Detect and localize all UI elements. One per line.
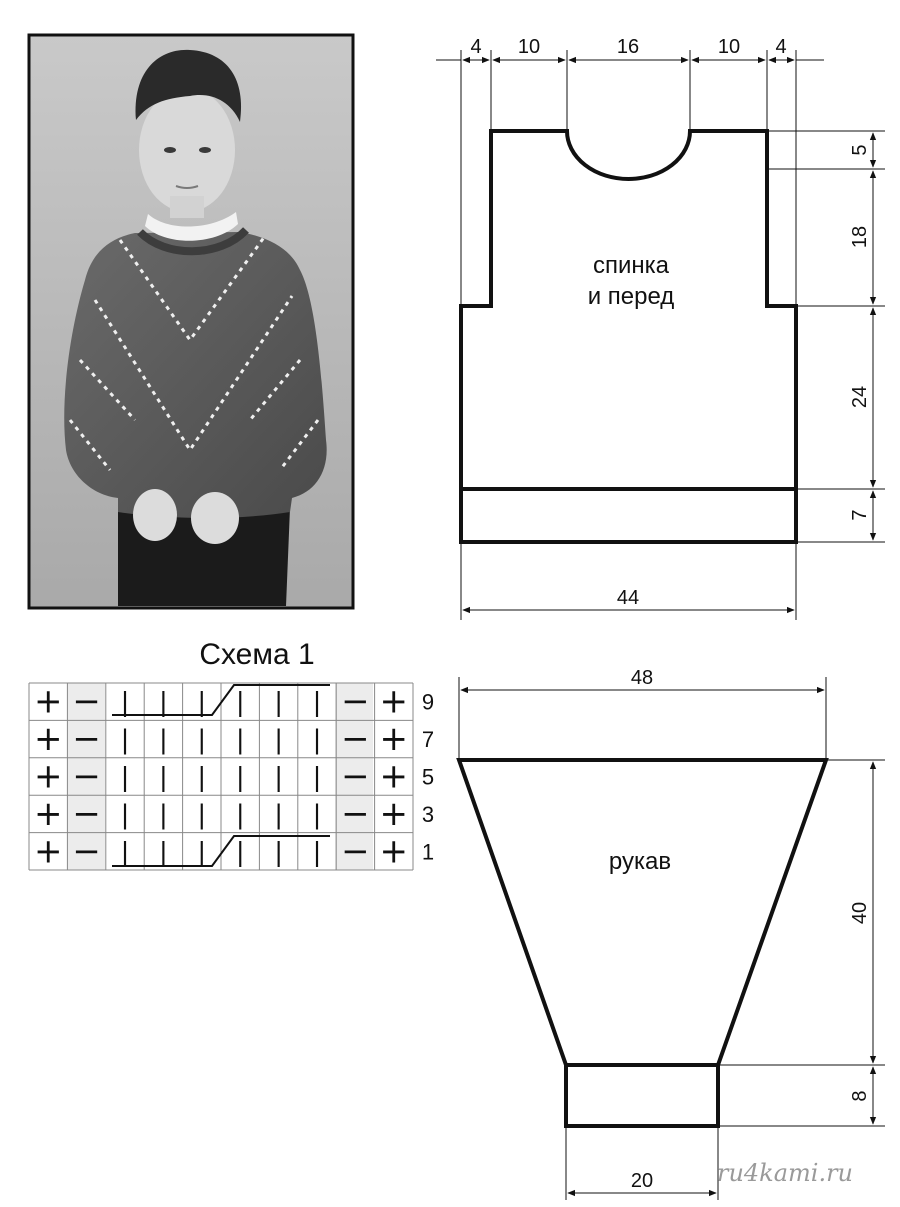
dim-neck-depth: 5 xyxy=(849,144,871,156)
stitch-symbol: | xyxy=(197,762,207,793)
stitch-symbol: | xyxy=(159,725,168,756)
stitch-symbol: | xyxy=(159,837,168,868)
purl-symbol: − xyxy=(72,793,101,834)
dim-body-height: 24 xyxy=(849,385,871,409)
dim-top-shoulder-seam-right: 10 xyxy=(717,36,741,58)
row-number: 7 xyxy=(421,727,435,753)
dim-top-shoulder-left: 4 xyxy=(470,36,482,58)
stitch-symbol: | xyxy=(312,799,322,830)
row-number: 9 xyxy=(421,689,435,715)
knit-symbol: + xyxy=(33,719,63,760)
stitch-symbol: | xyxy=(274,837,283,868)
body-piece-label-line2: и перед xyxy=(587,283,675,310)
stitch-symbol: | xyxy=(197,837,207,868)
body-piece-schematic xyxy=(436,36,885,620)
stitch-symbol: | xyxy=(274,725,283,756)
knit-symbol: + xyxy=(33,831,63,872)
stitch-symbol: | xyxy=(312,837,322,868)
stitch-symbol: | xyxy=(159,687,168,718)
stitch-symbol: | xyxy=(159,762,168,793)
stitch-symbol: | xyxy=(274,762,283,793)
knit-symbol: + xyxy=(33,681,63,722)
purl-symbol: − xyxy=(341,681,370,722)
stitch-symbol: | xyxy=(120,762,130,793)
stitch-symbol: | xyxy=(274,687,283,718)
purl-symbol: − xyxy=(341,831,370,872)
stitch-symbol: | xyxy=(235,837,245,868)
stitch-chart-title: Схема 1 xyxy=(199,638,315,671)
knit-symbol: + xyxy=(379,756,409,797)
dim-body-width: 44 xyxy=(616,587,640,609)
knit-symbol: + xyxy=(379,681,409,722)
dim-top-shoulder-seam-left: 10 xyxy=(517,36,541,58)
stitch-symbol: | xyxy=(235,725,245,756)
stitch-chart xyxy=(29,638,434,871)
knit-symbol: + xyxy=(379,831,409,872)
stitch-symbol: | xyxy=(274,799,283,830)
knit-symbol: + xyxy=(33,793,63,834)
body-piece-label-line1: спинка xyxy=(592,252,670,279)
dim-top-neckline: 16 xyxy=(616,36,640,58)
row-number: 1 xyxy=(421,839,435,865)
stitch-symbol: | xyxy=(120,837,130,868)
dim-sleeve-length: 40 xyxy=(849,901,871,925)
dim-sleeve-top-width: 48 xyxy=(630,667,654,689)
knit-symbol: + xyxy=(379,719,409,760)
purl-symbol: − xyxy=(72,756,101,797)
stitch-symbol: | xyxy=(235,687,245,718)
knit-symbol: + xyxy=(379,793,409,834)
purl-symbol: − xyxy=(72,681,101,722)
knit-symbol: + xyxy=(33,756,63,797)
sleeve-label: рукав xyxy=(608,848,672,875)
purl-symbol: − xyxy=(341,793,370,834)
stitch-symbol: | xyxy=(197,687,207,718)
boy-in-sweater-photo xyxy=(29,35,353,608)
dim-cuff-width: 20 xyxy=(630,1170,654,1192)
stitch-symbol: | xyxy=(197,725,207,756)
stitch-symbol: | xyxy=(120,725,130,756)
purl-symbol: − xyxy=(341,756,370,797)
stitch-symbol: | xyxy=(235,799,245,830)
stitch-symbol: | xyxy=(312,762,322,793)
row-number: 5 xyxy=(421,764,435,790)
dim-cuff-height: 8 xyxy=(849,1090,871,1102)
stitch-symbol: | xyxy=(312,725,322,756)
dim-armhole-height: 18 xyxy=(849,225,871,249)
dim-ribbing-height: 7 xyxy=(849,509,871,521)
stitch-chart-row-numbers xyxy=(422,690,434,865)
stitch-symbol: | xyxy=(159,799,168,830)
stitch-symbol: | xyxy=(312,687,322,718)
stitch-symbol: | xyxy=(120,799,130,830)
row-number: 3 xyxy=(421,801,435,827)
stitch-symbol: | xyxy=(235,762,245,793)
stitch-symbol: | xyxy=(120,687,130,718)
stitch-symbol: | xyxy=(197,799,207,830)
dim-top-shoulder-right: 4 xyxy=(775,36,787,58)
purl-symbol: − xyxy=(72,719,101,760)
purl-symbol: − xyxy=(341,719,370,760)
watermark: ru4kami.ru xyxy=(716,1159,854,1187)
purl-symbol: − xyxy=(72,831,101,872)
sleeve-schematic xyxy=(459,667,885,1200)
